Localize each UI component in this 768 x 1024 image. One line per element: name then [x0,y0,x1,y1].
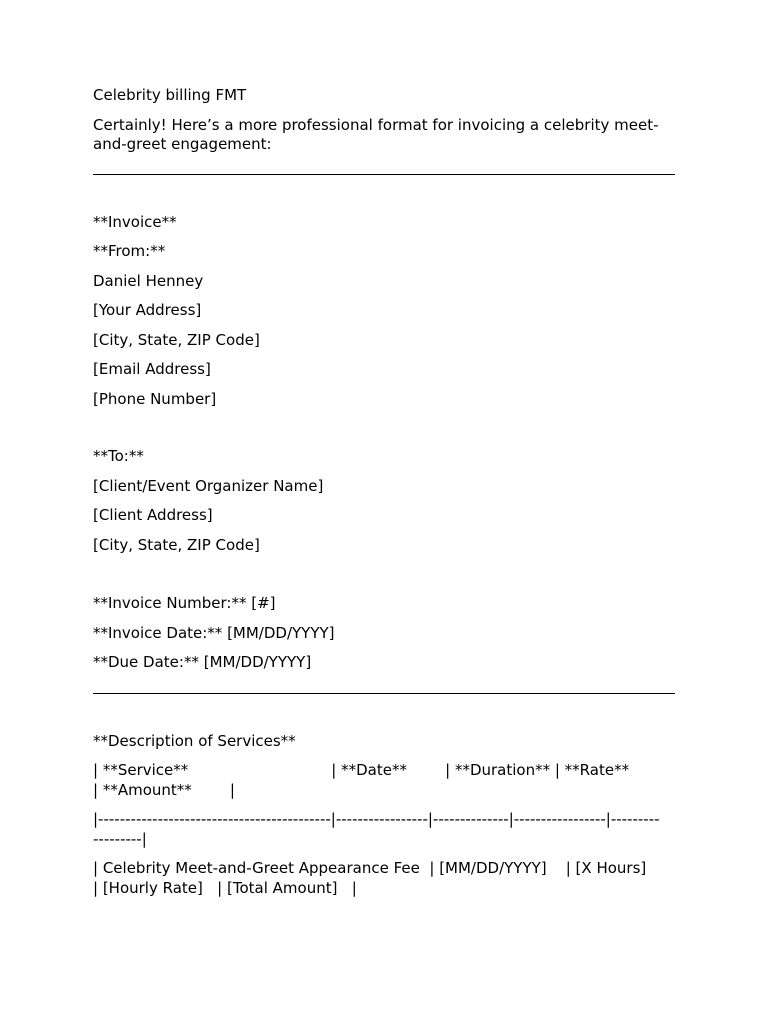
services-heading: **Description of Services** [93,731,296,750]
from-email: [Email Address] [93,360,211,378]
invoice-heading: **Invoice** [93,212,177,231]
from-label: **From:** [93,242,166,260]
table-row-continued: | [Hourly Rate] | [Total Amount] | [93,878,357,897]
section-divider [93,174,675,175]
section-divider [93,693,675,694]
table-header-continued: | **Amount** | [93,780,235,799]
from-name: Daniel Henney [93,271,204,290]
from-address: [Your Address] [93,301,202,319]
invoice-date: **Invoice Date:** [MM/DD/YYYY] [93,623,335,642]
document-title: Celebrity billing FMT [93,86,247,104]
to-city: [City, State, ZIP Code] [93,535,260,554]
table-separator-continued: ---------| [93,829,147,848]
table-separator: |-------------------------------------------|-----------------|--------------|-----------------|--------- [93,810,660,828]
invoice-number: **Invoice Number:** [#] [93,594,276,612]
due-date: **Due Date:** [MM/DD/YYYY] [93,653,312,671]
to-label: **To:** [93,447,144,465]
document-page [93,86,675,898]
table-row: | Celebrity Meet-and-Greet Appearance Fee | [MM/DD/YYYY] | [X Hours] [93,859,647,877]
intro-paragraph: Certainly! Here’s a more professional format for invoicing a celebrity meet-and-greet engagement: [93,115,659,153]
from-phone: [Phone Number] [93,389,217,408]
to-name: [Client/Event Organizer Name] [93,476,324,495]
from-city: [City, State, ZIP Code] [93,330,260,349]
table-header: | **Service** | **Date** | **Duration** | **Rate** [93,761,630,779]
to-address: [Client Address] [93,506,213,524]
